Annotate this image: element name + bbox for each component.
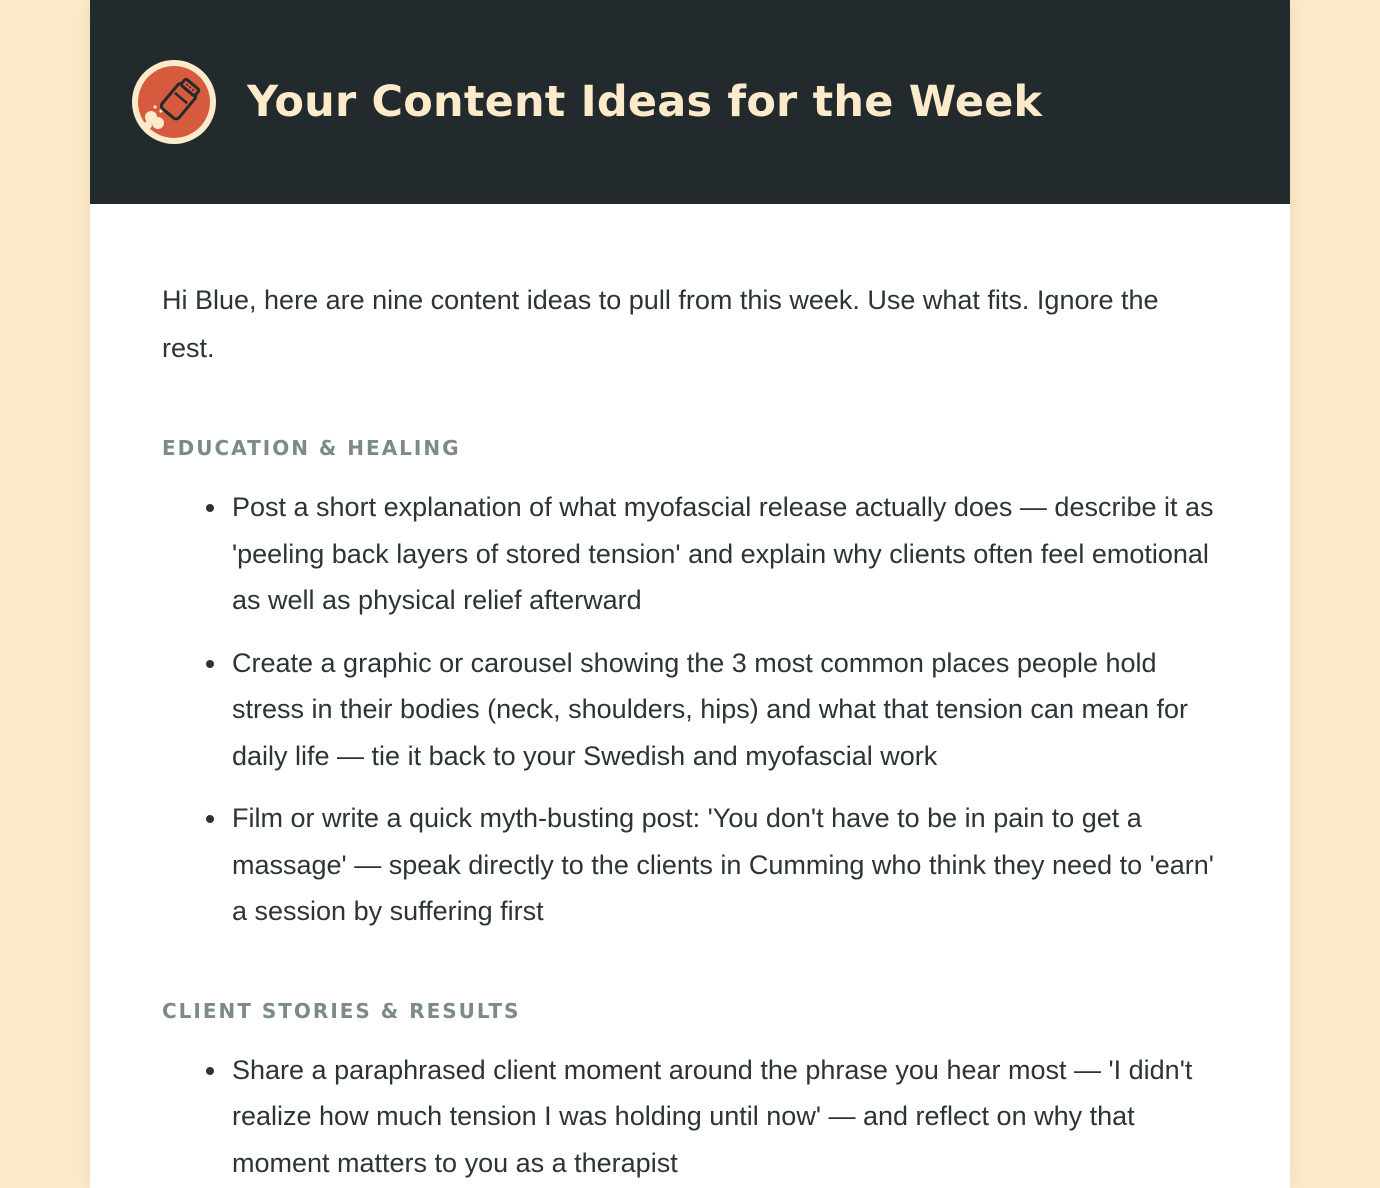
email-header — [90, 0, 1290, 204]
idea-text: Post a short explanation of what myofascial release actually does — describe it as 'peeling back layers of stored tension' and explain why clients often feel emotional as well as physical relief afterward — [232, 492, 1214, 615]
email-title: Your Content Ideas for the Week — [247, 76, 1043, 127]
section-heading-education: EDUCATION & HEALING — [162, 436, 461, 460]
bullet-icon — [206, 504, 214, 512]
idea-list-client-stories — [162, 1047, 1218, 1187]
idea-item — [232, 640, 1218, 780]
idea-item — [232, 484, 1218, 624]
salt-shaker-icon — [131, 59, 217, 145]
intro-text: Hi Blue, here are nine content ideas to pull from this week. Use what fits. Ignore the rest. — [162, 285, 1159, 363]
bullet-icon — [206, 815, 214, 823]
bullet-icon — [206, 1067, 214, 1075]
bullet-icon — [206, 660, 214, 668]
idea-text: Film or write a quick myth-busting post: 'You don't have to be in pain to get a massage' — speak directly to the clients in Cumming who think they need to 'earn' a session by suffering first — [232, 803, 1214, 926]
email-card — [90, 0, 1290, 1188]
idea-list-education — [162, 484, 1218, 935]
section-heading-client-stories: CLIENT STORIES & RESULTS — [162, 998, 521, 1023]
idea-item — [232, 795, 1218, 935]
idea-item — [232, 1047, 1218, 1187]
email-body — [90, 204, 1290, 1186]
idea-text: Share a paraphrased client moment around the phrase you hear most — 'I didn't realize how much tension I was holding until now' — and reflect on why that moment matters to you as a therapist — [232, 1054, 1193, 1178]
idea-text: Create a graphic or carousel showing the 3 most common places people hold stress in their bodies (neck, shoulders, hips) and what that tension can mean for daily life — tie it back to your Swedish and myofascial work — [232, 647, 1189, 771]
